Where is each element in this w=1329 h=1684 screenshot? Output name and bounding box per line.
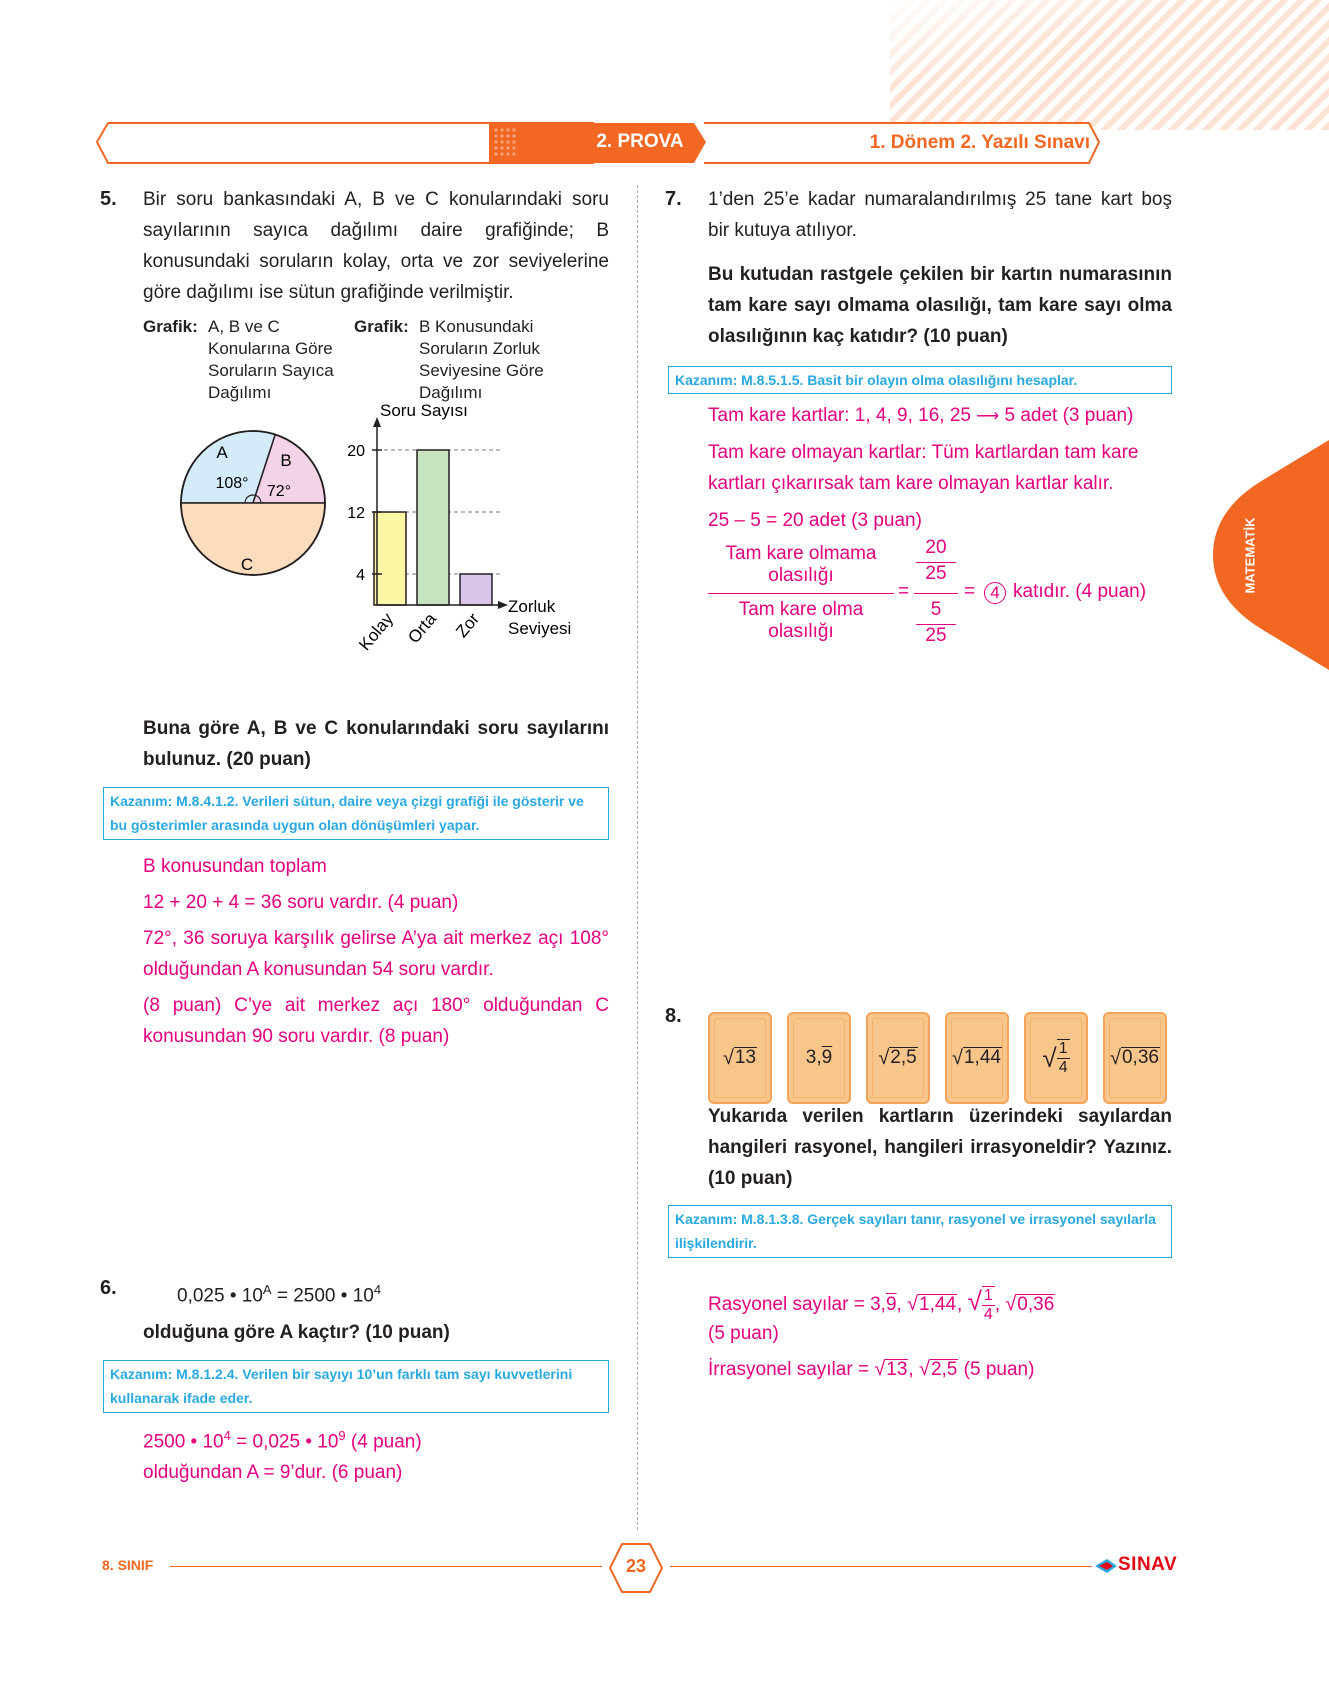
answer-6-line2: olduğundan A = 9’dur. (6 puan) [143,1462,403,1483]
pie-label-c: C [240,555,254,574]
brand-logo-icon [1093,1556,1119,1576]
question-5-text: Bir soru bankasındaki A, B ve C konularındaki soru sayılarının sayıca dağılımı daire grafiğinde; B konusundaki soruların kolay, orta ve zor seviyelerine göre dağılımı ise sütun grafiğinde verilmiştir. [143,189,609,303]
subject-tab [1213,440,1329,670]
pie-angle-a: 108° [215,475,249,492]
footer-line-left [170,1566,602,1567]
answer-8-rasyonel-points: (5 puan) [708,1323,779,1344]
card-sqrt-0-36: √ 0,36 [1103,1012,1167,1104]
answer-7-line3: 25 – 5 = 20 adet (3 puan) [708,510,922,531]
footer-line-right [670,1566,1092,1567]
result-circle: 4 [984,582,1006,604]
question-5-prompt: Buna göre A, B ve C konularındaki soru sayılarını bulunuz. (20 puan) [143,718,609,770]
pie-label-b: B [280,451,292,470]
frac-n1: 20 [925,537,947,558]
question-6-prompt: olduğuna göre A kaçtır? (10 puan) [143,1322,450,1343]
bar-x-label-line2: Seviyesi [508,619,572,638]
bar-x-label-line1: Zorluk [508,597,556,616]
pie-caption: Grafik: A, B ve C Konularına Göre Soruların Sayıca Dağılımı [143,317,334,402]
card-sqrt-1-44: √ 1,44 [945,1012,1009,1104]
fraction-denominator-text: Tam kare olma olasılığı [738,599,864,642]
answer-5-line2: 12 + 20 + 4 = 36 soru vardır. (4 puan) [143,892,459,913]
answer-5-line3: 72°, 36 soruya karşılık gelirse A’ya ait merkez açı 108° olduğundan A konusundan 54 soru vardır. [143,928,609,980]
frac-d1: 25 [916,562,956,585]
column-divider [637,185,638,1530]
x-tick-label-zor: Zor [452,609,484,642]
kazanim-8: Kazanım: M.8.1.3.8. Gerçek sayıları tanır, rasyonel ve irrasyonel sayılarla ilişkilendirir. [668,1205,1172,1258]
question-7-text: 1’den 25’e kadar numaralandırılmış 25 tane kart boş bir kutuya atılıyor. [708,189,1172,241]
answer-8-rasyonel: Rasyonel sayılar = 3,9, √1,44, √ $\frac{1}{4}$ , √0,36 [708,1286,1055,1323]
result-text: katıdır. (4 puan) [1013,581,1147,602]
pie-label-a: A [216,443,228,462]
fraction-numerator-text: Tam kare olmama olasılığı [725,543,877,586]
pie-chart [170,420,340,590]
question-8-prompt: Yukarıda verilen kartların üzerindeki sayılardan hangileri rasyonel, hangileri irrasyoneldir? Yazınız. (10 puan) [708,1106,1172,1189]
bar-chart [330,395,620,675]
footer-grade: 8. SINIF [102,1557,154,1573]
prova-label: 2. PROVA [596,131,684,152]
bar-zor [460,574,492,605]
question-6-number: 6. [100,1277,117,1299]
card-3-9-repeating: 3, 9 [787,1012,851,1104]
x-tick-label-kolay: Kolay [355,609,398,655]
question-8-number: 8. [665,1005,682,1027]
question-5-number: 5. [100,188,117,210]
question-6-equation: 0,025 • $10^A = 2500$ • $10^4$ [177,1282,382,1307]
answer-5-line4: (8 puan) C’ye ait merkez açı 180° olduğundan C konusundan 90 soru vardır. (8 puan) [143,995,609,1047]
frac-n2: 5 [930,599,942,620]
y-tick-label-20: 20 [347,443,365,460]
subject-tab-label: MATEMATİK [1242,517,1258,594]
kazanim-7: Kazanım: M.8.5.1.5. Basit bir olayın olma olasılığını hesaplar. [668,366,1172,394]
frac-d2: 25 [916,624,956,647]
kazanim-5: Kazanım: M.8.4.1.2. Verileri sütun, daire veya çizgi grafiği ile gösterir ve bu gösterimler arasında uygun olan dönüşümleri yapar. [103,787,609,840]
question-7-number: 7. [665,188,682,210]
kazanim-6: Kazanım: M.8.1.2.4. Verilen bir sayıyı 10’un farklı tam sayı kuvvetlerini kullanarak ifade eder. [103,1360,609,1413]
card-sqrt-2-5: √ 2,5 [866,1012,930,1104]
answer-6-line1: 2500 • $10^4 = 0,025$ • $10^9$ (4 puan) [143,1428,422,1453]
decorative-hatch [890,0,1329,130]
answer-7-line1: Tam kare kartlar: 1, 4, 9, 16, 25 ⟶ 5 adet (3 puan) [708,405,1134,426]
bar-y-label: Soru Sayısı [380,401,468,420]
answer-8-irrasyonel: İrrasyonel sayılar = √13, √2,5 (5 puan) [708,1358,1035,1380]
pie-angle-b: 72° [266,483,292,500]
answer-5-line1: B konusundan toplam [143,856,327,877]
y-tick-label-12: 12 [347,505,365,522]
brand-name: SINAV [1118,1554,1178,1575]
page-number: 23 [625,1556,647,1576]
x-tick-label-orta: Orta [404,609,441,647]
bar-caption: Grafik: B Konusundaki Soruların Zorluk Seviyesine Göre Dağılımı [354,317,544,402]
bar-kolay [374,512,406,605]
card-sqrt-1-4: √ $\frac{1}{4}$ [1024,1012,1088,1104]
y-tick-label-4: 4 [356,567,365,584]
answer-7-line2: Tam kare olmayan kartlar: Tüm kartlardan tam kare kartları çıkarırsak tam kare olmayan kartlar kalır. [708,442,1139,494]
bar-orta [417,450,449,605]
exam-title: 1. Dönem 2. Yazılı Sınavı [869,132,1090,153]
card-sqrt-13: √ 13 [708,1012,772,1104]
question-7-prompt: Bu kutudan rastgele çekilen bir kartın numarasının tam kare sayı olmama olasılığı, tam kare sayı olma olasılığının kaç katıdır? (10 puan) [708,264,1172,347]
